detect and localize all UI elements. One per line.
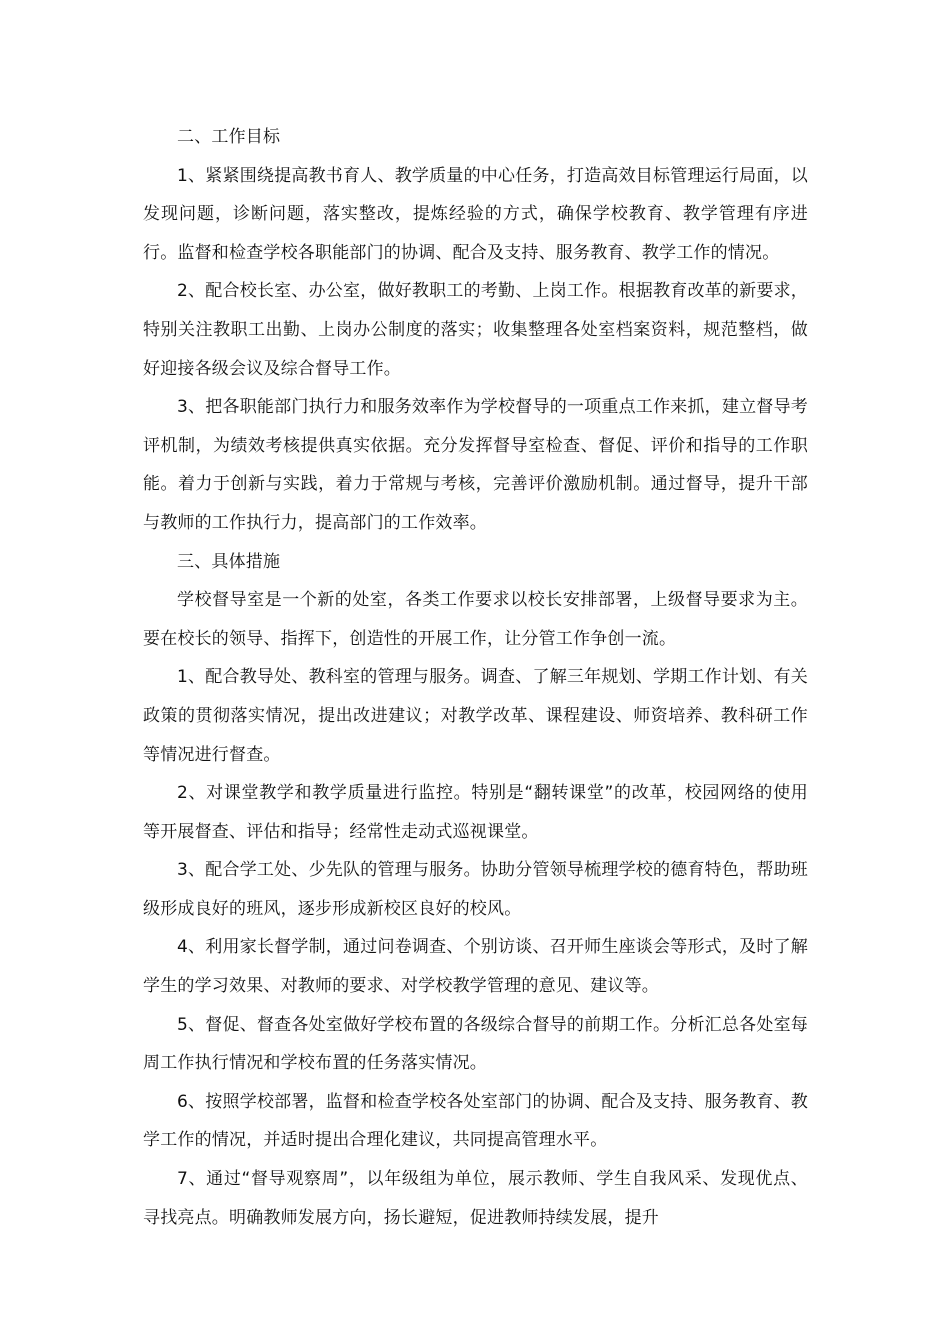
goal-paragraph-1: 1、紧紧围绕提高教书育人、教学质量的中心任务，打造高效目标管理运行局面，以发现问题，诊断问题，落实整改，提炼经验的方式，确保学校教育、教学管理有序进行。监督和检查学校各职能部门的协调、配合及支持、服务教育、教学工作的情况。	[143, 165, 808, 263]
measure-paragraph-1: 1、配合教导处、教科室的管理与服务。调查、了解三年规划、学期工作计划、有关政策的贯彻落实情况，提出改进建议；对教学改革、课程建设、师资培养、教科研工作等情况进行督查。	[143, 667, 808, 765]
goal-paragraph-3: 3、把各职能部门执行力和服务效率作为学校督导的一项重点工作来抓，建立督导考评机制，为绩效考核提供真实依据。充分发挥督导室检查、督促、评价和指导的工作职能。着力于创新与实践，着力于常规与考核，完善评价激励机制。通过督导，提升干部与教师的工作执行力，提高部门的工作效率。	[143, 397, 808, 533]
section-heading-measures: 三、具体措施	[177, 551, 281, 572]
goal-paragraph-2: 2、配合校长室、办公室，做好教职工的考勤、上岗工作。根据教育改革的新要求，特别关注教职工出勤、上岗办公制度的落实；收集整理各处室档案资料，规范整档，做好迎接各级会议及综合督导工作。	[143, 281, 808, 379]
measure-paragraph-2: 2、对课堂教学和教学质量进行监控。特别是“翻转课堂”的改革，校园网络的使用等开展督查、评估和指导；经常性走动式巡视课堂。	[143, 783, 808, 842]
document-body	[143, 118, 808, 1237]
measures-intro-paragraph: 学校督导室是一个新的处室，各类工作要求以校长安排部署，上级督导要求为主。要在校长的领导、指挥下，创造性的开展工作，让分管工作争创一流。	[143, 590, 808, 649]
measure-paragraph-4: 4、利用家长督学制，通过问卷调查、个别访谈、召开师生座谈会等形式，及时了解学生的学习效果、对教师的要求、对学校教学管理的意见、建议等。	[143, 937, 808, 997]
measure-paragraph-3: 3、配合学工处、少先队的管理与服务。协助分管领导梳理学校的德育特色，帮助班级形成良好的班风，逐步形成新校区良好的校风。	[143, 860, 808, 919]
measure-paragraph-7: 7、通过“督导观察周”，以年级组为单位，展示教师、学生自我风采、发现优点、寻找亮点。明确教师发展方向，扬长避短，促进教师持续发展，提升	[143, 1169, 808, 1228]
section-heading-work-goals: 二、工作目标	[177, 127, 281, 147]
measure-paragraph-5: 5、督促、督查各处室做好学校布置的各级综合督导的前期工作。分析汇总各处室每周工作执行情况和学校布置的任务落实情况。	[143, 1014, 808, 1074]
measure-paragraph-6: 6、按照学校部署，监督和检查学校各处室部门的协调、配合及支持、服务教育、教学工作的情况，并适时提出合理化建议，共同提高管理水平。	[143, 1091, 808, 1151]
